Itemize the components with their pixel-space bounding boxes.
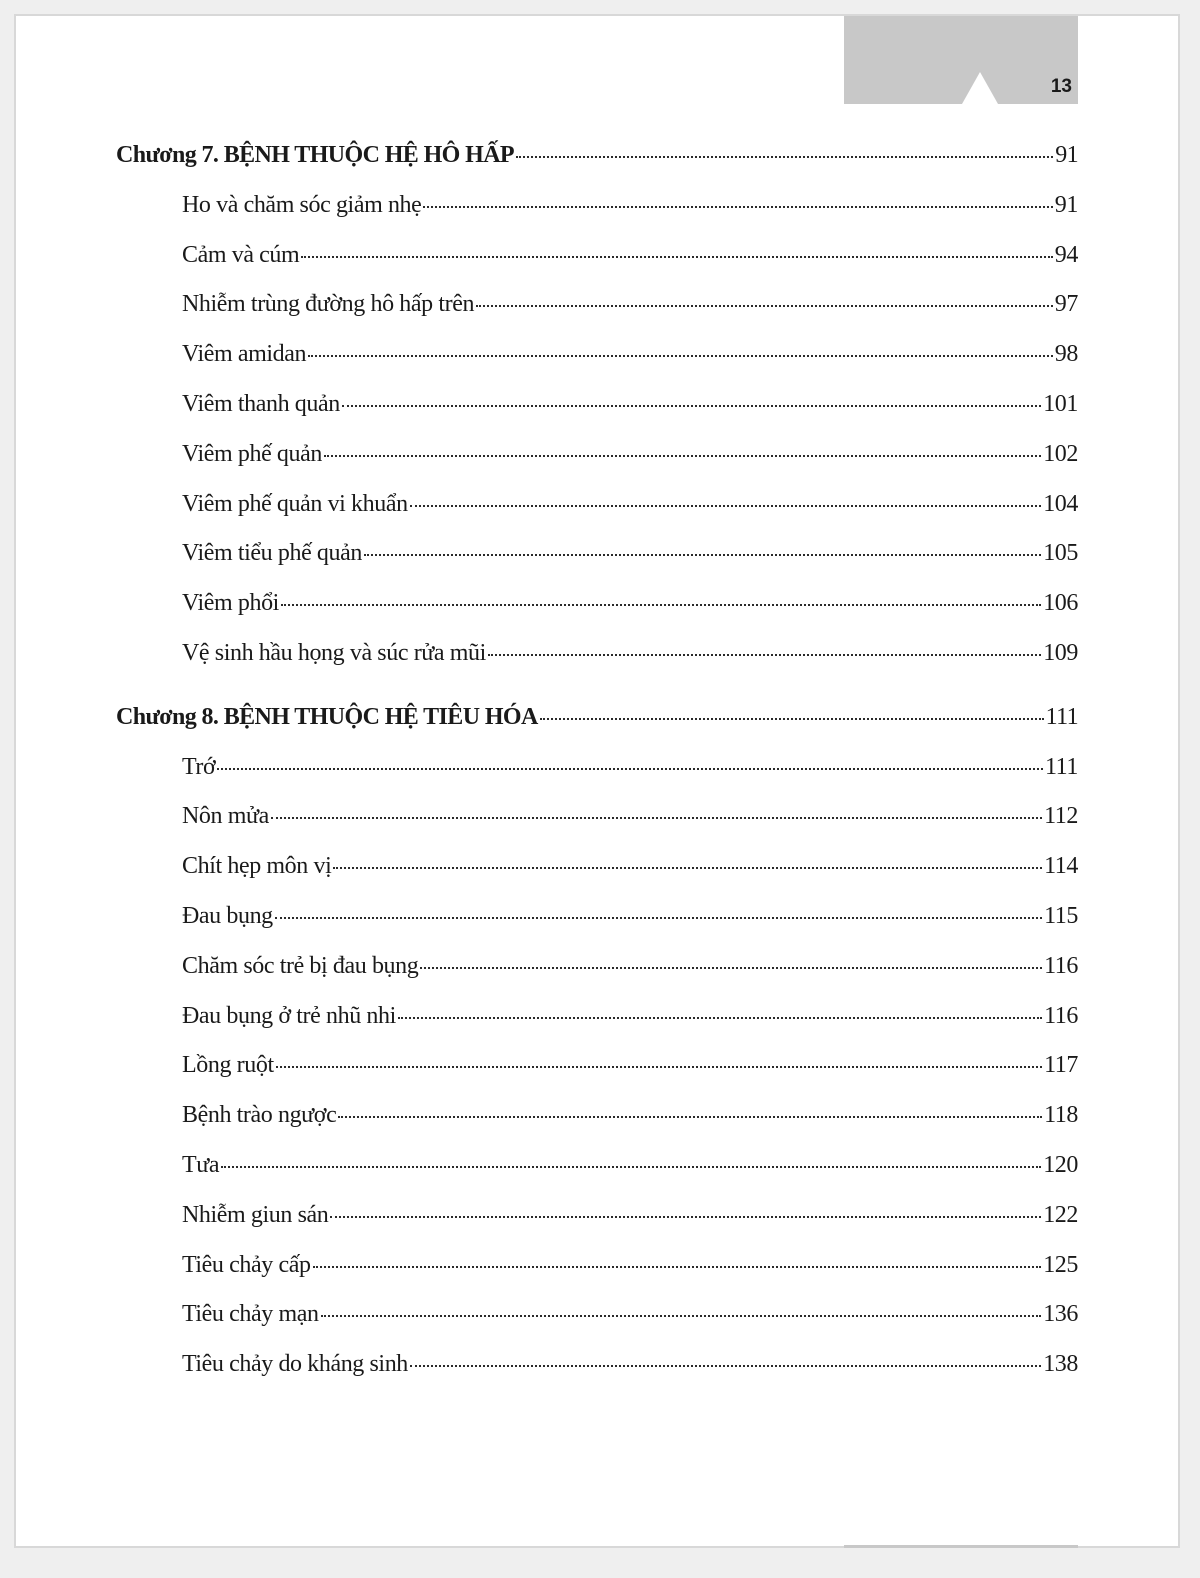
toc-entry[interactable] — [116, 1252, 1078, 1302]
entry-page-number: 97 — [1054, 291, 1078, 318]
dot-leader — [420, 967, 1042, 969]
entry-title: Viêm phổi — [182, 590, 279, 617]
page-header-tab — [844, 16, 1078, 104]
entry-title: Tiêu chảy cấp — [182, 1251, 311, 1278]
dot-leader — [476, 305, 1053, 307]
entry-title: Vệ sinh hầu họng và súc rửa mũi — [182, 639, 486, 666]
entry-page-number: 106 — [1043, 590, 1078, 617]
entry-page-number: 109 — [1043, 639, 1078, 666]
toc-entry[interactable] — [116, 1351, 1078, 1401]
dot-leader — [275, 917, 1042, 919]
dot-leader — [364, 554, 1041, 556]
toc-entry[interactable] — [116, 491, 1078, 541]
dot-leader — [410, 1365, 1041, 1367]
chapter-page-number: 91 — [1055, 142, 1078, 168]
dot-leader — [410, 505, 1041, 507]
entry-title: Nhiễm trùng đường hô hấp trên — [182, 291, 475, 318]
entry-page-number: 101 — [1043, 390, 1078, 417]
toc-entry[interactable] — [116, 853, 1078, 903]
toc-entry[interactable] — [116, 441, 1078, 491]
toc-entry[interactable] — [116, 754, 1078, 804]
toc-entry[interactable] — [116, 391, 1078, 441]
entry-title: Tiêu chảy mạn — [182, 1301, 319, 1328]
dot-leader — [488, 654, 1041, 656]
toc-entry[interactable] — [116, 640, 1078, 690]
toc-entry[interactable] — [116, 341, 1078, 391]
entry-page-number: 120 — [1043, 1151, 1078, 1178]
entry-title: Trớ — [182, 753, 216, 780]
toc-entry[interactable] — [116, 1102, 1078, 1152]
dot-leader — [276, 1066, 1042, 1068]
entry-title: Ho và chăm sóc giảm nhẹ — [182, 191, 422, 218]
dot-leader — [333, 867, 1042, 869]
toc-entry[interactable] — [116, 1003, 1078, 1053]
toc-chapter-8[interactable] — [116, 704, 1078, 754]
entry-title: Chít hẹp môn vị — [182, 853, 332, 880]
chapter-page-number: 111 — [1045, 703, 1078, 730]
dot-leader — [221, 1166, 1041, 1168]
toc-entry[interactable] — [116, 540, 1078, 590]
entry-title: Lồng ruột — [182, 1052, 274, 1079]
entry-page-number: 94 — [1054, 241, 1078, 268]
dot-leader — [324, 455, 1041, 457]
document-page — [14, 14, 1180, 1548]
chapter-title: Chương 7. BỆNH THUỘC HỆ HÔ HẤP — [116, 142, 514, 168]
entry-title: Chăm sóc trẻ bị đau bụng — [182, 952, 419, 979]
dot-leader — [423, 206, 1052, 208]
entry-page-number: 114 — [1044, 853, 1078, 880]
toc-entry[interactable] — [116, 242, 1078, 292]
entry-title: Bệnh trào ngược — [182, 1102, 337, 1129]
toc-entry[interactable] — [116, 953, 1078, 1003]
toc-entry[interactable] — [116, 803, 1078, 853]
entry-page-number: 91 — [1054, 191, 1078, 218]
entry-page-number: 104 — [1043, 490, 1078, 517]
entry-page-number: 111 — [1044, 753, 1078, 780]
table-of-contents — [116, 142, 1078, 1401]
dot-leader — [516, 156, 1053, 158]
entry-title: Viêm phế quản — [182, 440, 322, 467]
entry-page-number: 116 — [1044, 952, 1078, 979]
toc-entry[interactable] — [116, 1202, 1078, 1252]
entry-page-number: 122 — [1043, 1201, 1078, 1228]
entry-page-number: 118 — [1044, 1102, 1078, 1129]
dot-leader — [342, 405, 1041, 407]
dot-leader — [540, 718, 1044, 720]
toc-entry[interactable] — [116, 1301, 1078, 1351]
toc-entry[interactable] — [116, 291, 1078, 341]
entry-title: Viêm tiểu phế quản — [182, 540, 362, 567]
entry-page-number: 115 — [1044, 902, 1078, 929]
dot-leader — [271, 817, 1042, 819]
entry-title: Nôn mửa — [182, 803, 269, 830]
toc-entry[interactable] — [116, 1152, 1078, 1202]
bottom-divider — [844, 1545, 1078, 1548]
dot-leader — [301, 256, 1052, 258]
entry-title: Đau bụng — [182, 902, 273, 929]
entry-title: Đau bụng ở trẻ nhũ nhi — [182, 1002, 396, 1029]
toc-entry[interactable] — [116, 590, 1078, 640]
dot-leader — [398, 1017, 1042, 1019]
dot-leader — [281, 604, 1041, 606]
entry-title: Viêm amidan — [182, 341, 307, 368]
entry-title: Cảm và cúm — [182, 241, 300, 268]
dot-leader — [313, 1266, 1042, 1268]
entry-page-number: 116 — [1044, 1002, 1078, 1029]
entry-page-number: 117 — [1044, 1052, 1078, 1079]
entry-title: Viêm thanh quản — [182, 390, 340, 417]
entry-title: Tưa — [182, 1151, 220, 1178]
tab-notch-shape — [962, 72, 998, 104]
entry-page-number: 112 — [1044, 803, 1078, 830]
entry-page-number: 105 — [1043, 540, 1078, 567]
entry-page-number: 98 — [1054, 341, 1078, 368]
entry-page-number: 102 — [1043, 440, 1078, 467]
dot-leader — [308, 355, 1053, 357]
entry-title: Nhiễm giun sán — [182, 1201, 329, 1228]
toc-entry[interactable] — [116, 903, 1078, 953]
entry-page-number: 136 — [1043, 1301, 1078, 1328]
toc-entry[interactable] — [116, 192, 1078, 242]
toc-entry[interactable] — [116, 1052, 1078, 1102]
chapter-title: Chương 8. BỆNH THUỘC HỆ TIÊU HÓA — [116, 703, 538, 730]
entry-title: Tiêu chảy do kháng sinh — [182, 1351, 408, 1378]
entry-title: Viêm phế quản vi khuẩn — [182, 490, 408, 517]
page-number: 13 — [1050, 76, 1072, 97]
entry-page-number: 125 — [1043, 1251, 1078, 1278]
dot-leader — [330, 1216, 1041, 1218]
dot-leader — [217, 768, 1043, 770]
dot-leader — [338, 1116, 1042, 1118]
entry-page-number: 138 — [1043, 1351, 1078, 1378]
dot-leader — [321, 1315, 1042, 1317]
toc-chapter-7[interactable] — [116, 142, 1078, 192]
